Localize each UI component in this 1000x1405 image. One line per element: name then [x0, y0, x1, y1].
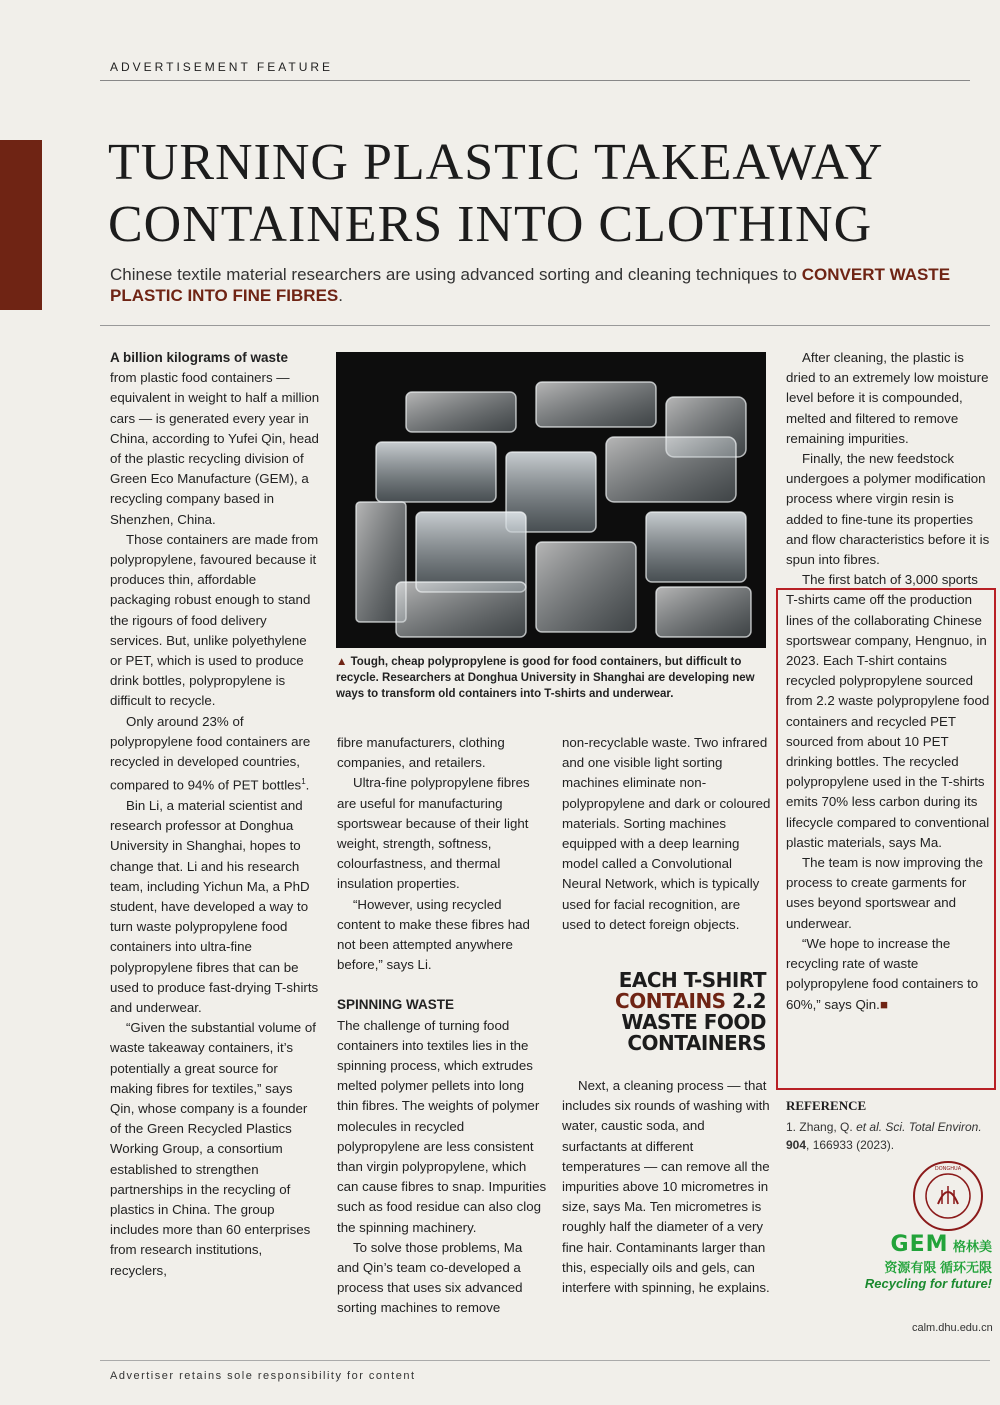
gem-chinese-slogan: 资源有限 循环无限 [884, 1260, 992, 1275]
pull-quote-line-4: CONTAINERS [627, 1031, 766, 1055]
pull-quote-line-1: EACH T-SHIRT [618, 968, 766, 992]
col2-paragraph-2: Ultra-fine polypropylene fibres are useful for manufacturing sportswear because of their light weight, strength, softness, colourfastness, and thermal insulation properties. [337, 775, 530, 892]
gem-logo: GEM [890, 1232, 949, 1257]
donghua-university-seal-icon [912, 1160, 984, 1232]
reference-item [786, 1118, 991, 1154]
column-3 [562, 733, 772, 935]
feature-label: ADVERTISEMENT FEATURE [110, 60, 334, 74]
reference-journal: et al. Sci. Total Environ. [856, 1120, 982, 1134]
footer-disclaimer: Advertiser retains sole responsibility for content [110, 1370, 416, 1382]
pull-quote-number: 2.2 [732, 989, 766, 1013]
standfirst-end: . [338, 286, 343, 305]
title-line-2: CONTAINERS INTO CLOTHING [108, 196, 873, 253]
col4-paragraph-3: The first batch of 3,000 sports T-shirts came off the production lines of the collaborating Chinese sportswear company, Hengnuo, in 2023. Each T-shirt contains recycled polypropylene sourced from 2.2 waste polypropylene food containers and recycled PET sourced from about 10 PET drinking bottles. The recycled polypropylene used in the T-shirts emits 70% less carbon during its lifecycle compared to conventional plastic materials, says Ma. [786, 572, 990, 850]
red-accent-bar [0, 140, 42, 310]
reference-number: 1. [786, 1120, 797, 1134]
top-rule [100, 80, 970, 81]
pull-quote [590, 970, 766, 1054]
col2-paragraph-5: To solve those problems, Ma and Qin’s team co-developed a process that uses six advanced sorting machines to remove [337, 1239, 523, 1316]
standfirst [110, 264, 990, 306]
pull-quote-contains: CONTAINS [615, 989, 733, 1013]
pull-quote-line-3: WASTE FOOD [621, 1010, 766, 1034]
col4-paragraph-1: After cleaning, the plastic is dried to an extremely low moisture level before it is compounded, melted and filtered to remove remaining impurities. [786, 350, 989, 446]
section-heading-spinning-waste: SPINNING WASTE [337, 997, 455, 1013]
reference-pages: , 166933 (2023). [806, 1138, 895, 1152]
footer-rule [100, 1360, 990, 1361]
reference-volume: 904 [786, 1138, 807, 1152]
title-line-1: TURNING PLASTIC TAKEAWAY [108, 134, 884, 191]
col1-paragraph-3 [110, 712, 320, 796]
standfirst-rule [100, 325, 990, 326]
caption-triangle-icon: ▲ [336, 656, 348, 668]
col3-paragraph-1: non-recyclable waste. Two infrared and one visible light sorting machines eliminate non-polypropylene and dark or coloured materials. Sorting machines equipped with a deep learning model called a Convolutional Neural Network, which is typically used for facial recognition, are used to detect foreign objects. [562, 735, 771, 932]
col2-paragraph-4: The challenge of turning food containers into textiles lies in the spinning process, which extrudes melted polymer pellets into long thin fibres. The weights of polymer molecules in recycled polypropylene are less consistent than virgin polypropylene, which can cause fibres to snap. Impurities such as food residue can also clog the spinning machinery. [337, 1017, 547, 1235]
caption-text: Tough, cheap polypropylene is good for food containers, but difficult to recycle. Researchers at Donghua University in Shanghai are developing new ways to transform old containers into T-shirts and underwear. [336, 656, 755, 700]
seal-lettering: DONGHUA [934, 1166, 962, 1172]
gem-logo-row [842, 1232, 992, 1257]
containers-illustration [336, 352, 766, 648]
col1-paragraph-5: “Given the substantial volume of waste takeaway containers, it’s potentially a great source for making fibres for textiles,” says Qin, whose company is a founder of the Green Recycled Plastics Working Group, a consortium established to strengthen partnerships in the recycling of plastics in China. The group includes more than 60 enterprises from research institutions, recyclers, [110, 1020, 316, 1278]
page-title [108, 132, 988, 256]
photo-caption [336, 654, 768, 702]
col1-paragraph-4: Bin Li, a material scientist and research professor at Donghua University in Shanghai, hopes to change that. Li and his research team, including Yichun Ma, a PhD student, have developed a way to turn waste polypropylene food containers into ultra-fine polypropylene fibres that can be used to produce fast-drying T-shirts and underwear. [110, 797, 319, 1015]
col2-paragraph-1: fibre manufacturers, clothing companies, and retailers. [337, 735, 505, 771]
gem-chinese-name: 格林美 [952, 1239, 992, 1254]
reference-authors: Zhang, Q. [799, 1120, 857, 1134]
column-3-continued [562, 1076, 772, 1298]
col1-p3-end: . [305, 777, 310, 793]
col1-paragraph-2: Those containers are made from polypropylene, favoured because it produces thin, affordable packaging robust enough to stand the rigours of food delivery services. But, unlike polyethylene or PET, which is used to produce drink bottles, polypropylene is difficult to recycle. [110, 531, 319, 709]
standfirst-plain: Chinese textile material researchers are using advanced sorting and cleaning techniques to [110, 265, 802, 284]
col4-paragraph-2: Finally, the new feedstock undergoes a polymer modification process where virgin resin is added to fine-tune its properties and flow characteristics before it is spun into fibres. [786, 451, 990, 568]
university-url[interactable]: calm.dhu.edu.cn [912, 1322, 993, 1334]
col1-p3-text: Only around 23% of polypropylene food containers are recycled in developed countries, compared to 94% of PET bottles [110, 713, 311, 793]
col4-p5-text: “We hope to increase the recycling rate of waste polypropylene food containers to 60%,” says Qin. [786, 935, 979, 1012]
col1-paragraph-1: from plastic food containers — equivalent in weight to half a million cars — is generated every year in China, according to Yufei Qin, head of the plastic recycling division of Green Eco Manufacture (GEM), a recycling company based in Shenzhen, China. [110, 370, 320, 527]
lead-in: A billion kilograms of waste [110, 350, 289, 365]
pull-quote-line-2 [590, 991, 766, 1012]
gem-sponsor-block [842, 1232, 992, 1291]
column-2 [337, 733, 547, 1319]
reference-heading: REFERENCE [786, 1098, 867, 1113]
gem-english-slogan: Recycling for future! [864, 1276, 992, 1291]
column-1 [110, 348, 320, 1281]
standfirst-highlight: CONVERT WASTE PLASTIC INTO FINE FIBRES [110, 265, 951, 305]
highlight-box [776, 588, 996, 1090]
col3-paragraph-2: Next, a cleaning process — that includes six rounds of washing with water, caustic soda, and surfactants at different temperatures — can remove all the impurities above 10 micrometres in size, says Ma. Ten micrometres is roughly half the diameter of a very fine hair. Contaminants larger than this, especially oils and gels, can interfere with spinning, he explains. [562, 1078, 770, 1296]
plastic-containers-photo [336, 352, 766, 648]
footnote-marker: 1 [301, 777, 306, 787]
end-mark-icon: ■ [879, 996, 888, 1012]
col2-paragraph-3: “However, using recycled content to make these fibres had not been attempted anywhere before,” says Li. [337, 896, 530, 973]
col4-paragraph-4: The team is now improving the process to create garments for uses beyond sportswear and underwear. [786, 855, 984, 931]
